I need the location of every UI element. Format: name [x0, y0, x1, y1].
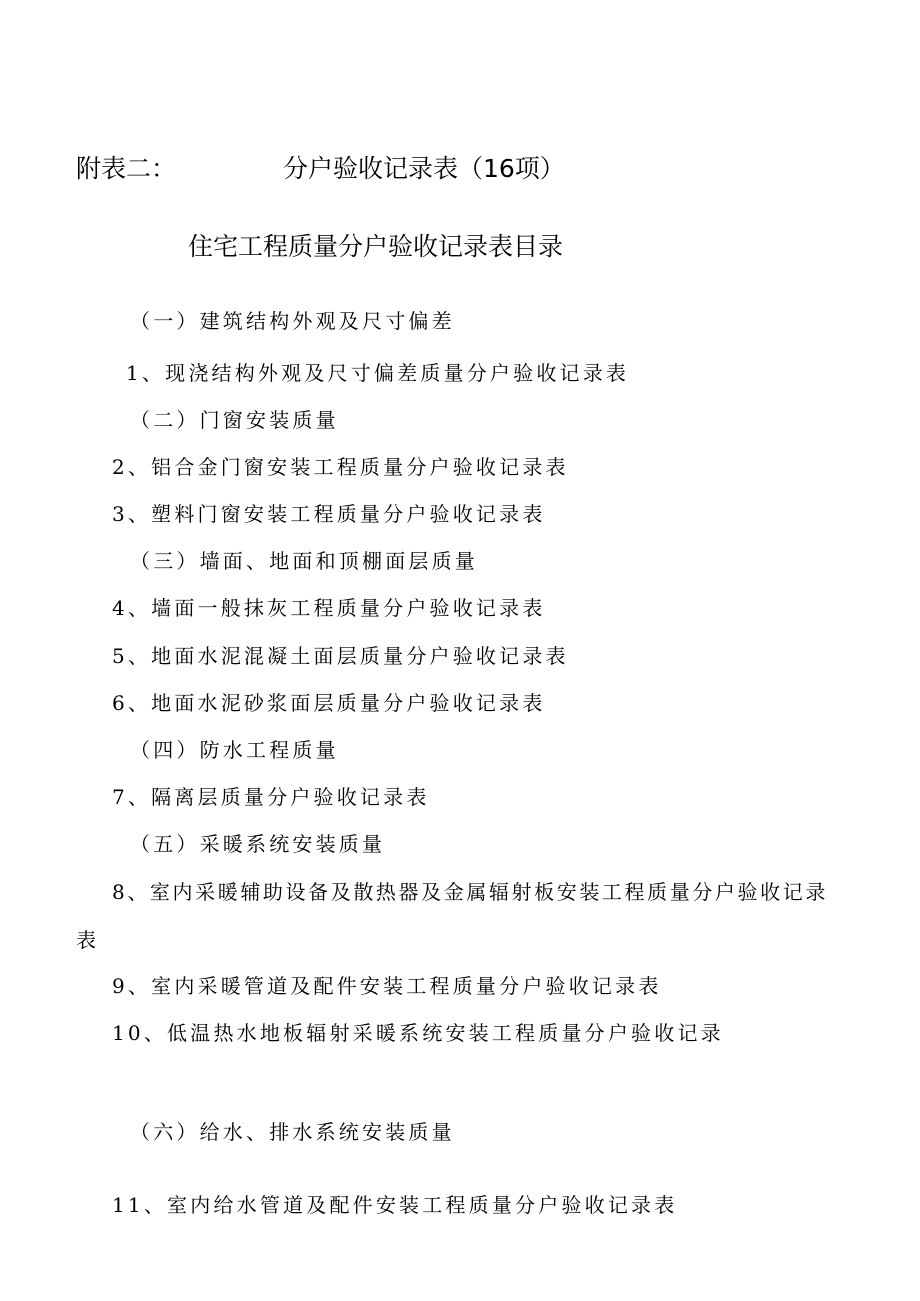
toc-section-6: （六）给水、排水系统安装质量 [130, 1120, 455, 1144]
toc-item-3: 3、塑料门窗安装工程质量分户验收记录表 [112, 502, 546, 526]
toc-section-5: （五）采暖系统安装质量 [130, 832, 386, 856]
toc-item-10: 10、低温热水地板辐射采暖系统安装工程质量分户验收记录 [112, 1021, 724, 1045]
toc-section-2: （二）门窗安装质量 [130, 408, 339, 432]
toc-item-5: 5、地面水泥混凝土面层质量分户验收记录表 [112, 644, 569, 668]
appendix-label: 附表二： [76, 154, 177, 183]
toc-section-3: （三）墙面、地面和顶棚面层质量 [130, 549, 478, 573]
toc-section-1: （一）建筑结构外观及尺寸偏差 [130, 309, 455, 333]
toc-item-4: 4、墙面一般抹灰工程质量分户验收记录表 [112, 596, 546, 620]
toc-item-11: 11、室内给水管道及配件安装工程质量分户验收记录表 [112, 1193, 678, 1217]
toc-item-6: 6、地面水泥砂浆面层质量分户验收记录表 [112, 691, 546, 715]
toc-item-8-continued: 表 [76, 928, 100, 952]
toc-item-8: 8、室内采暖辅助设备及散热器及金属辐射板安装工程质量分户验收记录 [112, 880, 828, 904]
toc-item-2: 2、铝合金门窗安装工程质量分户验收记录表 [112, 455, 569, 479]
toc-item-7: 7、隔离层质量分户验收记录表 [112, 785, 430, 809]
toc-section-4: （四）防水工程质量 [130, 738, 339, 762]
toc-title: 住宅工程质量分户验收记录表目录 [188, 232, 564, 261]
toc-item-9: 9、室内采暖管道及配件安装工程质量分户验收记录表 [112, 974, 662, 998]
document-title: 分户验收记录表（16项） [283, 154, 565, 183]
toc-item-1: 1、现浇结构外观及尺寸偏差质量分户验收记录表 [126, 361, 630, 385]
